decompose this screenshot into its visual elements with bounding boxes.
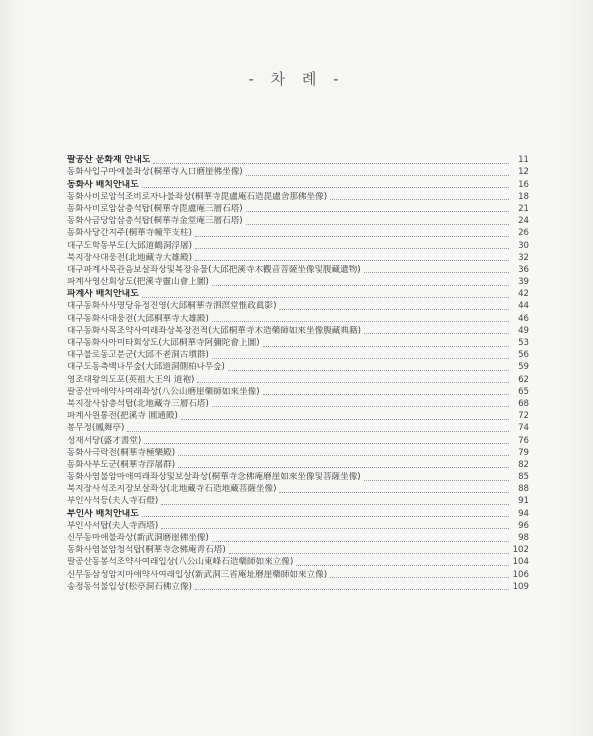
toc-entry [67,410,529,422]
toc-page-number: 109 [512,581,529,592]
page-title: - 차 례 - [248,70,345,88]
toc-page-number: 32 [518,252,529,263]
toc-entry [67,215,529,227]
toc-entry-title: 북지장사석조지장보살좌상(北地藏寺石造地藏菩薩坐像) [67,484,277,495]
toc-entry [67,373,529,385]
toc-entry [67,483,529,495]
toc-entry-title: 동화사입구마애불좌상(桐華寺入口磨崖佛坐像) [67,167,243,178]
toc-section-heading [67,507,529,519]
toc-page-number: 96 [518,520,529,531]
toc-page-number: 102 [512,545,529,556]
toc-section-heading [67,178,529,190]
toc-page-number: 53 [518,338,529,348]
leader-dots [229,552,509,554]
toc-entry [67,447,529,459]
leader-dots [142,515,509,517]
toc-entry-title: 팔공산마애약사여래좌상(八公山磨崖藥師如來坐像) [67,386,260,397]
toc-entry-title: 신무동삼성암지마애약사여래입상(新武洞三省庵址磨崖藥師如來立像) [67,569,328,580]
toc-entry-title: 대구도학동부도(大邱道鶴洞浮屠) [67,240,192,251]
toc-page-number: 36 [518,264,529,275]
toc-entry [67,520,529,532]
toc-entry-title: 봉무정(鳳舞亭) [67,423,125,434]
leader-dots [364,479,509,481]
toc-entry-title: 대구동화사목조약사여래좌상복장전적(大邱桐華寺木造藥師如來坐像腹藏典籍) [67,325,361,336]
leader-dots [127,430,509,432]
toc-entry-title: 파계사원통전(把溪寺 圓通殿) [67,411,178,422]
toc-entry [67,252,529,264]
leader-dots [330,576,509,578]
toc-entry [67,239,529,251]
leader-dots [263,393,509,395]
leader-dots [296,564,509,566]
toc-entry [67,556,529,568]
toc-entry [67,203,529,215]
toc-entry-title: 대구동화사아미타회상도(大邱桐華寺阿彌陀會上圖) [67,338,260,348]
toc-entry [67,166,529,178]
leader-dots [212,284,509,286]
table-of-contents [67,154,529,593]
toc-page-number: 68 [518,398,529,409]
leader-dots [212,357,509,359]
toc-entry [67,532,529,544]
toc-page-number: 82 [518,459,529,470]
leader-dots [181,418,509,420]
toc-page-number: 79 [518,447,529,458]
leader-dots [279,491,509,493]
toc-page-number: 49 [518,325,529,336]
toc-entry [67,227,529,239]
toc-entry [67,312,529,324]
toc-entry-title: 대구도동측백나무숲(大邱道洞側柏나무숲) [67,362,225,373]
toc-section-heading [67,154,529,166]
leader-dots [364,271,509,273]
toc-page-number: 42 [518,289,529,300]
toc-entry-title: 동화사비로암석조비로자나불좌상(桐華寺毘盧庵石造毘盧舍那佛坐像) [67,191,328,202]
toc-entry-title: 동화사부도군(桐華寺浮屠群) [67,459,176,470]
toc-page-number: 76 [518,435,529,446]
toc-entry-title: 동화사 배치안내도 [67,179,139,190]
toc-page-number: 62 [518,374,529,385]
toc-entry [67,349,529,361]
toc-entry-title: 영조대왕의도포(英祖大王의 道袍) [67,374,195,385]
toc-page-number: 91 [518,496,529,507]
toc-entry [67,191,529,203]
toc-page-number: 11 [518,155,529,166]
toc-entry [67,471,529,483]
toc-page-number: 106 [512,569,529,580]
toc-entry-title: 부인사석등(夫人寺石燈) [67,496,159,507]
toc-entry-title: 대구파계사목관음보살좌상및복장유물(大邱把溪寺木觀音菩薩坐像및腹藏遺物) [67,264,361,275]
toc-entry-title: 파계사 배치안내도 [67,289,139,300]
toc-page-number: 26 [518,228,529,239]
toc-entry-title: 동화사염불암마애여래좌상및보살좌상(桐華寺念佛庵磨崖如來坐像및菩薩坐像) [67,472,361,483]
leader-dots [178,454,509,456]
leader-dots [178,466,509,468]
leader-dots [246,223,509,225]
leader-dots [212,320,509,322]
leader-dots [161,527,509,529]
leader-dots [153,162,509,164]
toc-page-number: 39 [518,277,529,288]
toc-entry-title: 파계사영산회상도(把溪寺靈山會上圖) [67,277,209,288]
toc-entry [67,495,529,507]
toc-entry [67,264,529,276]
toc-entry-title: 북지장사대웅전(北地藏寺大雄殿) [67,252,192,263]
leader-dots [195,235,509,237]
leader-dots [212,540,509,542]
toc-page-number: 59 [518,362,529,373]
leader-dots [195,259,509,261]
leader-dots [142,186,509,188]
toc-page-number: 44 [518,301,529,312]
toc-entry [67,544,529,556]
toc-entry [67,300,529,312]
leader-dots [212,405,509,407]
toc-entry [67,325,529,337]
toc-page-number: 85 [518,472,529,483]
toc-entry-title: 부인사서탑(夫人寺西塔) [67,520,159,531]
toc-entry [67,434,529,446]
leader-dots [246,210,509,212]
toc-page-number: 24 [518,216,529,227]
leader-dots [144,442,509,444]
toc-entry-title: 동화사극락전(桐華寺極樂殿) [67,447,176,458]
toc-entry-title: 대구동화사사명당유정진영(大邱桐華寺泗溟堂惟政眞影) [67,301,277,312]
toc-page-number: 88 [518,484,529,495]
toc-page-number: 30 [518,240,529,251]
toc-entry-title: 동화사당간지주(桐華寺幢竿支柱) [67,228,192,239]
leader-dots [228,369,509,371]
toc-entry [67,581,529,593]
toc-page-number: 56 [518,350,529,361]
toc-entry-title: 대구불로동고분군(大邱不老洞古墳群) [67,350,209,361]
leader-dots [142,296,509,298]
toc-entry [67,386,529,398]
toc-page-number: 16 [518,179,529,190]
leader-dots [246,174,509,176]
toc-page-number: 104 [512,557,529,568]
toc-entry-title: 성재서당(盛才書堂) [67,435,142,446]
leader-dots [197,381,509,383]
toc-entry-title: 부인사 배치안내도 [67,508,139,519]
leader-dots [364,332,509,334]
toc-entry-title: 신무동마애불좌상(新武洞磨崖佛坐像) [67,533,209,543]
toc-page-number: 74 [518,423,529,434]
toc-entry-title: 동화사비로암삼층석탑(桐華寺毘盧庵三層石塔) [67,203,243,214]
toc-page-number: 18 [518,191,529,202]
toc-page-number: 72 [518,411,529,422]
toc-entry [67,459,529,471]
toc-entry-title: 대구동화사대웅전(大邱桐華寺大雄殿) [67,313,209,324]
leader-dots [195,247,509,249]
toc-entry-title: 북지장사삼층석탑(北地藏寺三層石塔) [67,398,209,409]
toc-entry-title: 동화사금당암삼층석탑(桐華寺金堂庵三層石塔) [67,216,243,227]
toc-page-number: 46 [518,313,529,324]
toc-page-number: 21 [518,203,529,214]
toc-entry [67,398,529,410]
leader-dots [161,503,509,505]
leader-dots [263,345,509,347]
toc-page-number: 65 [518,386,529,397]
leader-dots [279,308,509,310]
toc-entry [67,276,529,288]
toc-section-heading [67,288,529,300]
leader-dots [195,588,509,590]
toc-entry [67,422,529,434]
toc-entry-title: 팔공산동봉석조약사여래입상(八公山東峰石造藥師如來立像) [67,557,294,568]
toc-entry [67,568,529,580]
toc-page-number: 98 [518,533,529,543]
toc-page-number: 94 [518,508,529,519]
toc-entry-title: 팔공산 문화재 안내도 [67,155,151,166]
leader-dots [330,198,509,200]
toc-entry [67,337,529,349]
toc-entry [67,361,529,373]
toc-entry-title: 송정동석불입상(松亭洞石佛立像) [67,581,192,592]
toc-entry-title: 동화사염불암청석탑(桐華寺念佛庵靑石塔) [67,545,226,556]
toc-page-number: 12 [518,167,529,178]
